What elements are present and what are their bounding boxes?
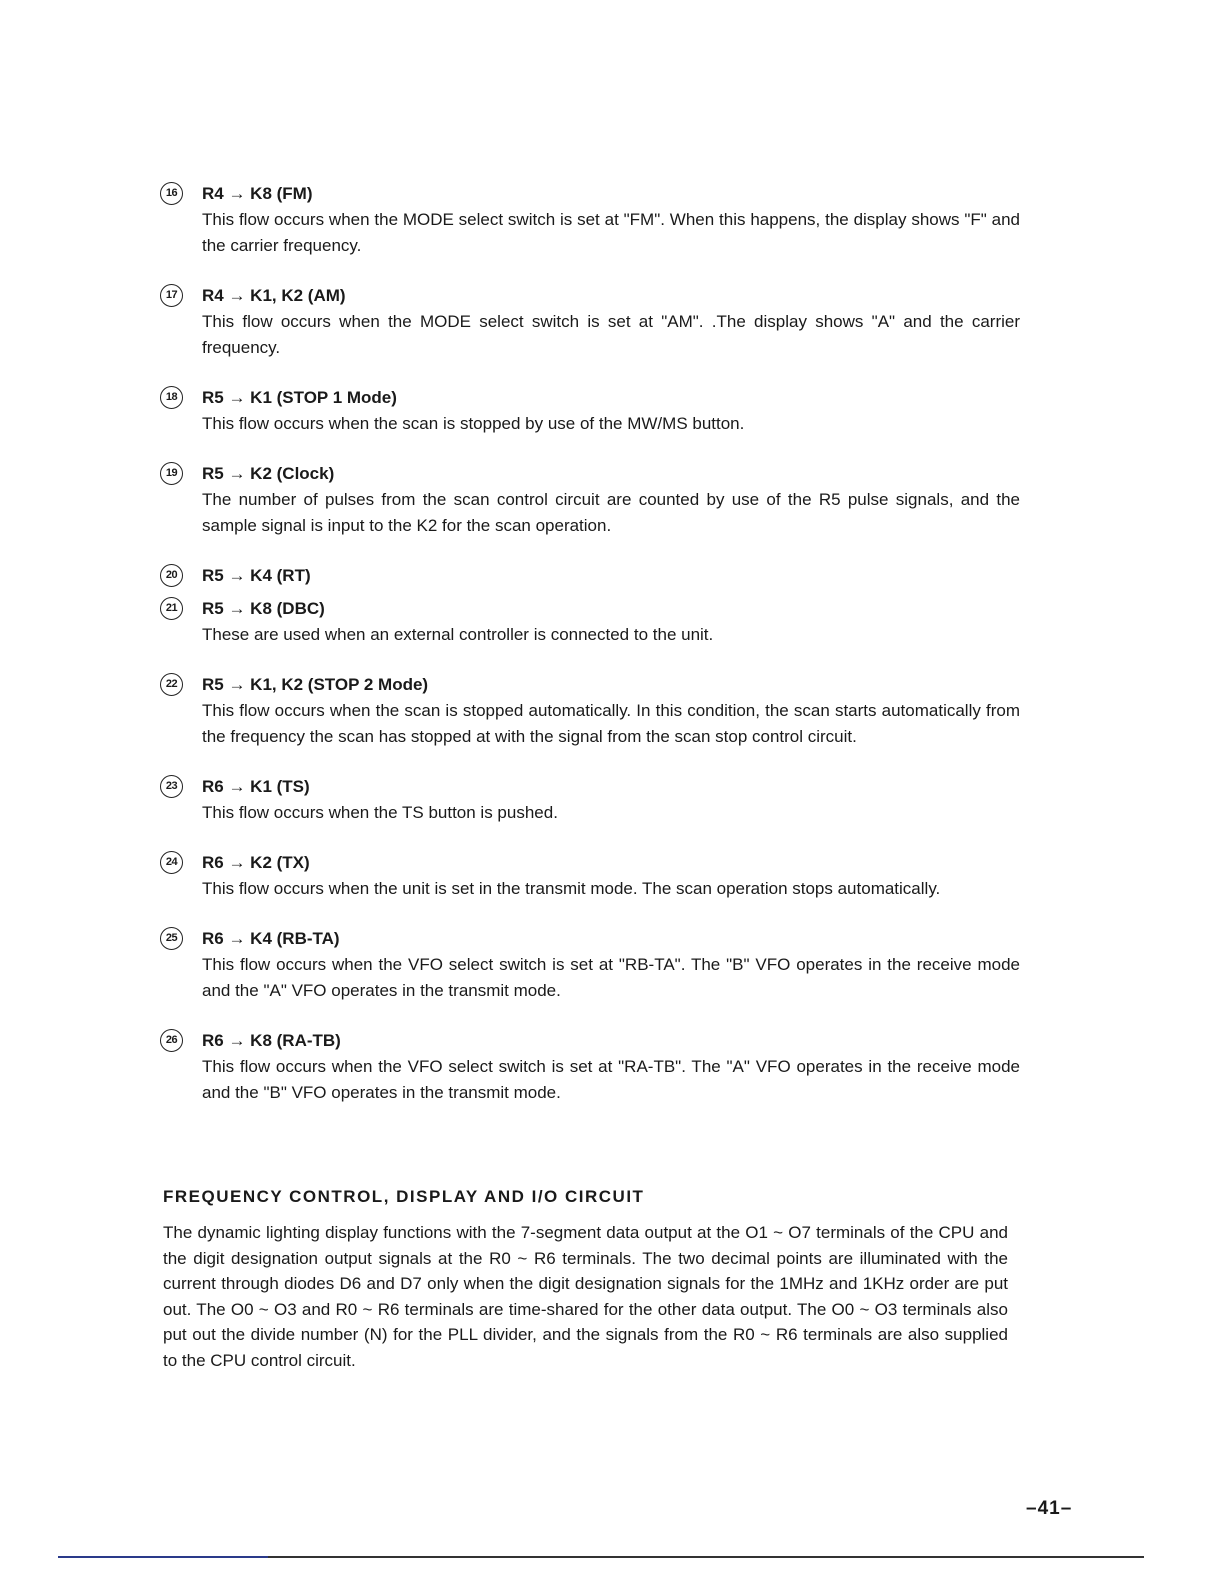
flow-heading: R6 → K8 (RA-TB): [202, 1031, 341, 1050]
circled-number: 22: [160, 673, 183, 696]
flow-description: The number of pulses from the scan control circuit are counted by use of the R5 pulse signals, and the sample signal is input to the K2 for the scan operation.: [202, 490, 1020, 535]
flow-item: [160, 461, 1020, 539]
flow-description: This flow occurs when the unit is set in the transmit mode. The scan operation stops automatically.: [202, 879, 941, 898]
circled-number: 25: [160, 927, 183, 950]
flow-item: [160, 1028, 1020, 1106]
frequency-control-section: [163, 1184, 1008, 1373]
flow-item: [160, 926, 1020, 1004]
circled-number: 18: [160, 386, 183, 409]
flow-item: [160, 596, 1020, 648]
flow-heading: R5 → K4 (RT): [202, 566, 311, 585]
circled-number: 16: [160, 182, 183, 205]
section-heading: FREQUENCY CONTROL, DISPLAY AND I/O CIRCUIT: [163, 1187, 645, 1206]
flow-item: [160, 181, 1020, 259]
flow-heading: R5 → K2 (Clock): [202, 464, 335, 483]
bottom-rule-accent: [58, 1556, 268, 1558]
flow-description: This flow occurs when the scan is stopped by use of the MW/MS button.: [202, 414, 745, 433]
flow-heading: R5 → K1, K2 (STOP 2 Mode): [202, 675, 429, 694]
flow-item: [160, 774, 1020, 826]
circled-number: 21: [160, 597, 183, 620]
flow-item: [160, 385, 1020, 437]
circled-number: 20: [160, 564, 183, 587]
section-paragraph: The dynamic lighting display functions with the 7-segment data output at the O1 ~ O7 terminals of the CPU and the digit designation output signals at the R0 ~ R6 terminals. The two decimal points are illuminated with the current through diodes D6 and D7 only when the digit designation signals for the 1MHz and 1KHz order are put out. The O0 ~ O3 and R0 ~ R6 terminals are time-shared for the other data output. The O0 ~ O3 terminals also put out the divide number (N) for the PLL divider, and the signals from the R0 ~ R6 terminals are also supplied to the CPU control circuit.: [163, 1223, 1008, 1370]
circled-number: 26: [160, 1029, 183, 1052]
circled-number: 23: [160, 775, 183, 798]
circled-number: 17: [160, 284, 183, 307]
flow-heading: R5 → K8 (DBC): [202, 599, 325, 618]
circled-number: 24: [160, 851, 183, 874]
flow-heading: R4 → K8 (FM): [202, 184, 313, 203]
flow-item: [160, 563, 1020, 589]
flow-description: This flow occurs when the TS button is pushed.: [202, 803, 558, 822]
flow-heading: R5 → K1 (STOP 1 Mode): [202, 388, 397, 407]
flow-heading: R6 → K2 (TX): [202, 853, 310, 872]
flow-heading: R6 → K4 (RB-TA): [202, 929, 340, 948]
flow-item: [160, 850, 1020, 902]
flow-item: [160, 283, 1020, 361]
flow-heading: R6 → K1 (TS): [202, 777, 310, 796]
flow-heading: R4 → K1, K2 (AM): [202, 286, 346, 305]
page-number: –41–: [1026, 1498, 1073, 1519]
flow-description: This flow occurs when the MODE select switch is set at "AM". .The display shows "A" and the carrier frequency.: [202, 312, 1020, 357]
flow-description: This flow occurs when the VFO select switch is set at "RA-TB". The "A" VFO operates in the receive mode and the "B" VFO operates in the transmit mode.: [202, 1057, 1020, 1102]
flow-item: [160, 672, 1020, 750]
flow-description: This flow occurs when the MODE select switch is set at "FM". When this happens, the display shows "F" and the carrier frequency.: [202, 210, 1020, 255]
circled-number: 19: [160, 462, 183, 485]
flow-item-list: [160, 181, 1020, 1106]
flow-description: These are used when an external controller is connected to the unit.: [202, 625, 714, 644]
flow-description: This flow occurs when the scan is stopped automatically. In this condition, the scan starts automatically from the frequency the scan has stopped at with the signal from the scan stop control circuit.: [202, 701, 1020, 746]
flow-description: This flow occurs when the VFO select switch is set at "RB-TA". The "B" VFO operates in the receive mode and the "A" VFO operates in the transmit mode.: [202, 955, 1020, 1000]
